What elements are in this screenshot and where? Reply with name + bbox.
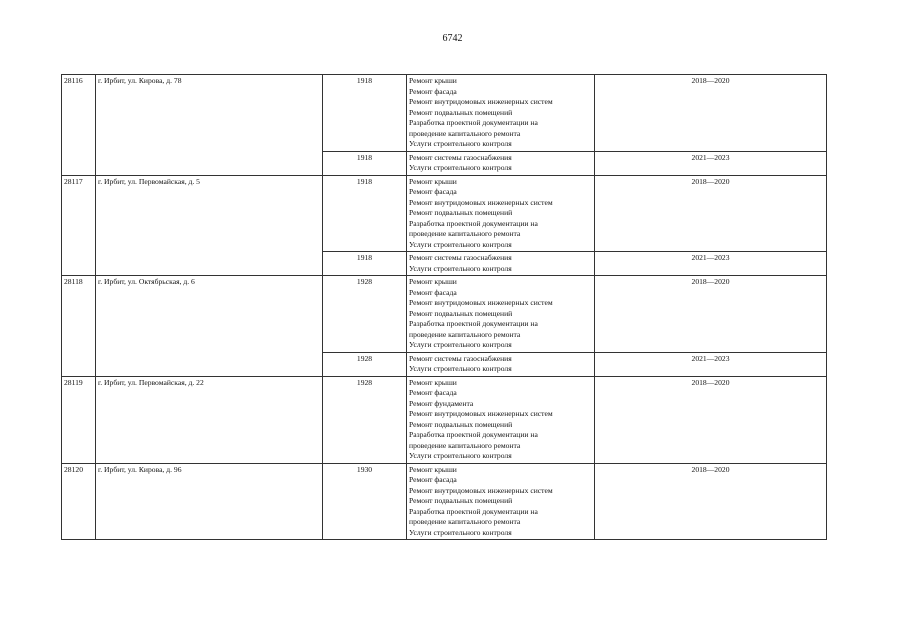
work-item: Услуги строительного контроля (409, 340, 512, 349)
work-item: Ремонт фасада (409, 287, 457, 297)
address-cell: г. Ирбит, ул. Кирова, д. 78 (96, 75, 323, 176)
work-item: Ремонт системы газоснабжения (409, 353, 512, 363)
work-item: Ремонт фасада (409, 388, 457, 397)
table-row (62, 376, 827, 463)
work-item: Ремонт системы газоснабжения (409, 152, 512, 162)
work-item: Ремонт внутридомовых инженерных систем (409, 97, 553, 106)
table-body (62, 75, 827, 540)
work-item: Ремонт фундамента (409, 398, 474, 408)
work-item: Ремонт крыши (409, 464, 457, 474)
work-item: Услуги строительного контроля (409, 527, 512, 537)
period-cell: 2021—2023 (595, 151, 827, 175)
work-item: Ремонт внутридомовых инженерных систем (409, 409, 553, 418)
period-cell: 2018—2020 (595, 376, 827, 463)
work-item: Услуги строительного контроля (409, 139, 512, 148)
table-row (62, 75, 827, 152)
work-item: Ремонт подвальных помещений (409, 308, 513, 318)
work-item: проведение капитального ремонта (409, 440, 521, 450)
work-item: Разработка проектной документации на (409, 218, 538, 228)
work-item: Услуги строительного контроля (409, 163, 512, 172)
table-row (62, 276, 827, 353)
work-item: Ремонт подвальных помещений (409, 496, 513, 505)
address-cell: г. Ирбит, ул. Первомайская, д. 5 (96, 175, 323, 276)
work-item: Услуги строительного контроля (409, 451, 512, 460)
work-item: проведение капитального ремонта (409, 329, 521, 339)
works-cell (407, 352, 595, 376)
address-cell: г. Ирбит, ул. Первомайская, д. 22 (96, 376, 323, 463)
works-cell (407, 151, 595, 175)
period-cell: 2018—2020 (595, 75, 827, 152)
work-item: Разработка проектной документации на (409, 430, 538, 439)
page-number: 6742 (442, 33, 463, 44)
works-cell (407, 252, 595, 276)
work-item: Ремонт крыши (409, 377, 457, 387)
work-item: проведение капитального ремонта (409, 128, 521, 138)
build-year-cell: 1918 (323, 252, 407, 276)
address-cell: г. Ирбит, ул. Октябрьская, д. 6 (96, 276, 323, 377)
work-item: Ремонт внутридомовых инженерных систем (409, 197, 553, 207)
work-item: Ремонт внутридомовых инженерных систем (409, 485, 553, 495)
work-item: проведение капитального ремонта (409, 517, 521, 526)
build-year-cell: 1928 (323, 376, 407, 463)
house-number-cell: 28119 (62, 376, 96, 463)
work-item: Ремонт подвальных помещений (409, 419, 513, 429)
work-item: Разработка проектной документации на (409, 319, 538, 328)
work-item: Ремонт крыши (409, 76, 457, 85)
house-number-cell: 28118 (62, 276, 96, 377)
build-year-cell: 1928 (323, 352, 407, 376)
work-item: Услуги строительного контроля (409, 364, 512, 373)
work-item: Ремонт подвальных помещений (409, 208, 513, 217)
table-row (62, 463, 827, 540)
address-cell: г. Ирбит, ул. Кирова, д. 96 (96, 463, 323, 540)
repair-schedule-table (61, 74, 827, 540)
works-cell (407, 376, 595, 463)
works-cell (407, 276, 595, 353)
build-year-cell: 1928 (323, 276, 407, 353)
work-item: Услуги строительного контроля (409, 263, 512, 273)
work-item: Ремонт внутридомовых инженерных систем (409, 298, 553, 307)
period-cell: 2018—2020 (595, 276, 827, 353)
period-cell: 2018—2020 (595, 175, 827, 252)
works-cell (407, 75, 595, 152)
works-cell (407, 463, 595, 540)
work-item: Ремонт фасада (409, 475, 457, 484)
build-year-cell: 1918 (323, 151, 407, 175)
works-cell (407, 175, 595, 252)
work-item: Ремонт подвальных помещений (409, 107, 513, 117)
build-year-cell: 1918 (323, 175, 407, 252)
work-item: проведение капитального ремонта (409, 229, 521, 238)
house-number-cell: 28120 (62, 463, 96, 540)
table-row (62, 175, 827, 252)
house-number-cell: 28116 (62, 75, 96, 176)
work-item: Ремонт крыши (409, 176, 457, 186)
work-item: Ремонт фасада (409, 187, 457, 196)
work-item: Услуги строительного контроля (409, 239, 512, 249)
work-item: Разработка проектной документации на (409, 506, 538, 516)
build-year-cell: 1918 (323, 75, 407, 152)
period-cell: 2018—2020 (595, 463, 827, 540)
period-cell: 2021—2023 (595, 252, 827, 276)
work-item: Ремонт крыши (409, 277, 457, 286)
work-item: Ремонт фасада (409, 86, 457, 96)
period-cell: 2021—2023 (595, 352, 827, 376)
build-year-cell: 1930 (323, 463, 407, 540)
work-item: Разработка проектной документации на (409, 118, 538, 127)
work-item: Ремонт системы газоснабжения (409, 253, 512, 262)
house-number-cell: 28117 (62, 175, 96, 276)
